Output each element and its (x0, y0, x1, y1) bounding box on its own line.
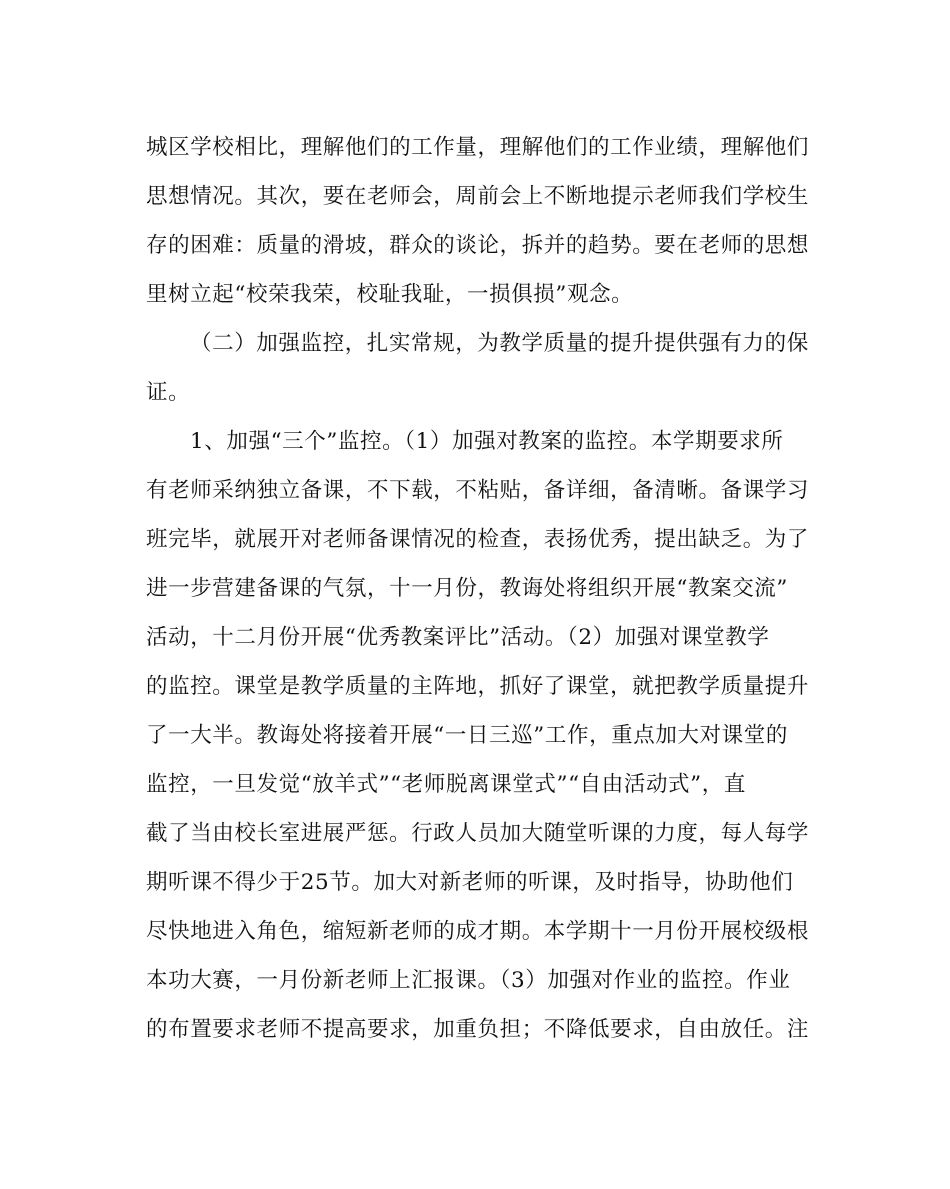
text-line: 思想情况。其次，要在老师会，周前会上不断地提示老师我们学校生 (146, 184, 810, 209)
text-line: 班完毕，就展开对老师备课情况的检查，表扬优秀，提出缺乏。为了 (146, 527, 810, 552)
text-line: 的监控。课堂是教学质量的主阵地，抓好了课堂，就把教学质量提升 (146, 674, 810, 699)
text-line: 尽快地进入角色，缩短新老师的成才期。本学期十一月份开展校级根 (146, 919, 810, 944)
section-heading: （二）加强监控，扎实常规，为教学质量的提升提供强有力的保 (190, 331, 809, 356)
text-line: 本功大赛，一月份新老师上汇报课。（3）加强对作业的监控。作业 (146, 968, 791, 993)
text-line: 期听课不得少于25节。加大对新老师的听课，及时指导，协助他们 (146, 870, 794, 895)
text-line: 截了当由校长室进展严惩。行政人员加大随堂听课的力度，每人每学 (146, 821, 810, 846)
text-line: 活动，十二月份开展“优秀教案评比”活动。（2）加强对课堂教学 (146, 625, 770, 650)
text-line: 进一步营建备课的气氛，十一月份，教诲处将组织开展“教案交流” (146, 576, 788, 601)
text-line: 存的困难：质量的滑坡，群众的谈论，拆并的趋势。要在老师的思想 (146, 233, 810, 258)
text-line: 1、加强“三个”监控。（1）加强对教案的监控。本学期要求所 (190, 429, 784, 454)
text-line: 的布置要求老师不提高要求，加重负担；不降低要求，自由放任。注 (146, 1017, 810, 1042)
text-line: 监控，一旦发觉“放羊式”“老师脱离课堂式”“自由活动式”，直 (146, 772, 746, 797)
text-line: 里树立起“校荣我荣，校耻我耻，一损俱损”观念。 (146, 282, 634, 307)
text-line: 证。 (146, 380, 191, 405)
text-line: 城区学校相比，理解他们的工作量，理解他们的工作业绩，理解他们 (146, 135, 810, 160)
text-line: 了一大半。教诲处将接着开展“一日三巡”工作，重点加大对课堂的 (146, 723, 788, 748)
text-line: 有老师采纳独立备课，不下载，不粘贴，备详细，备清晰。备课学习 (146, 478, 810, 503)
